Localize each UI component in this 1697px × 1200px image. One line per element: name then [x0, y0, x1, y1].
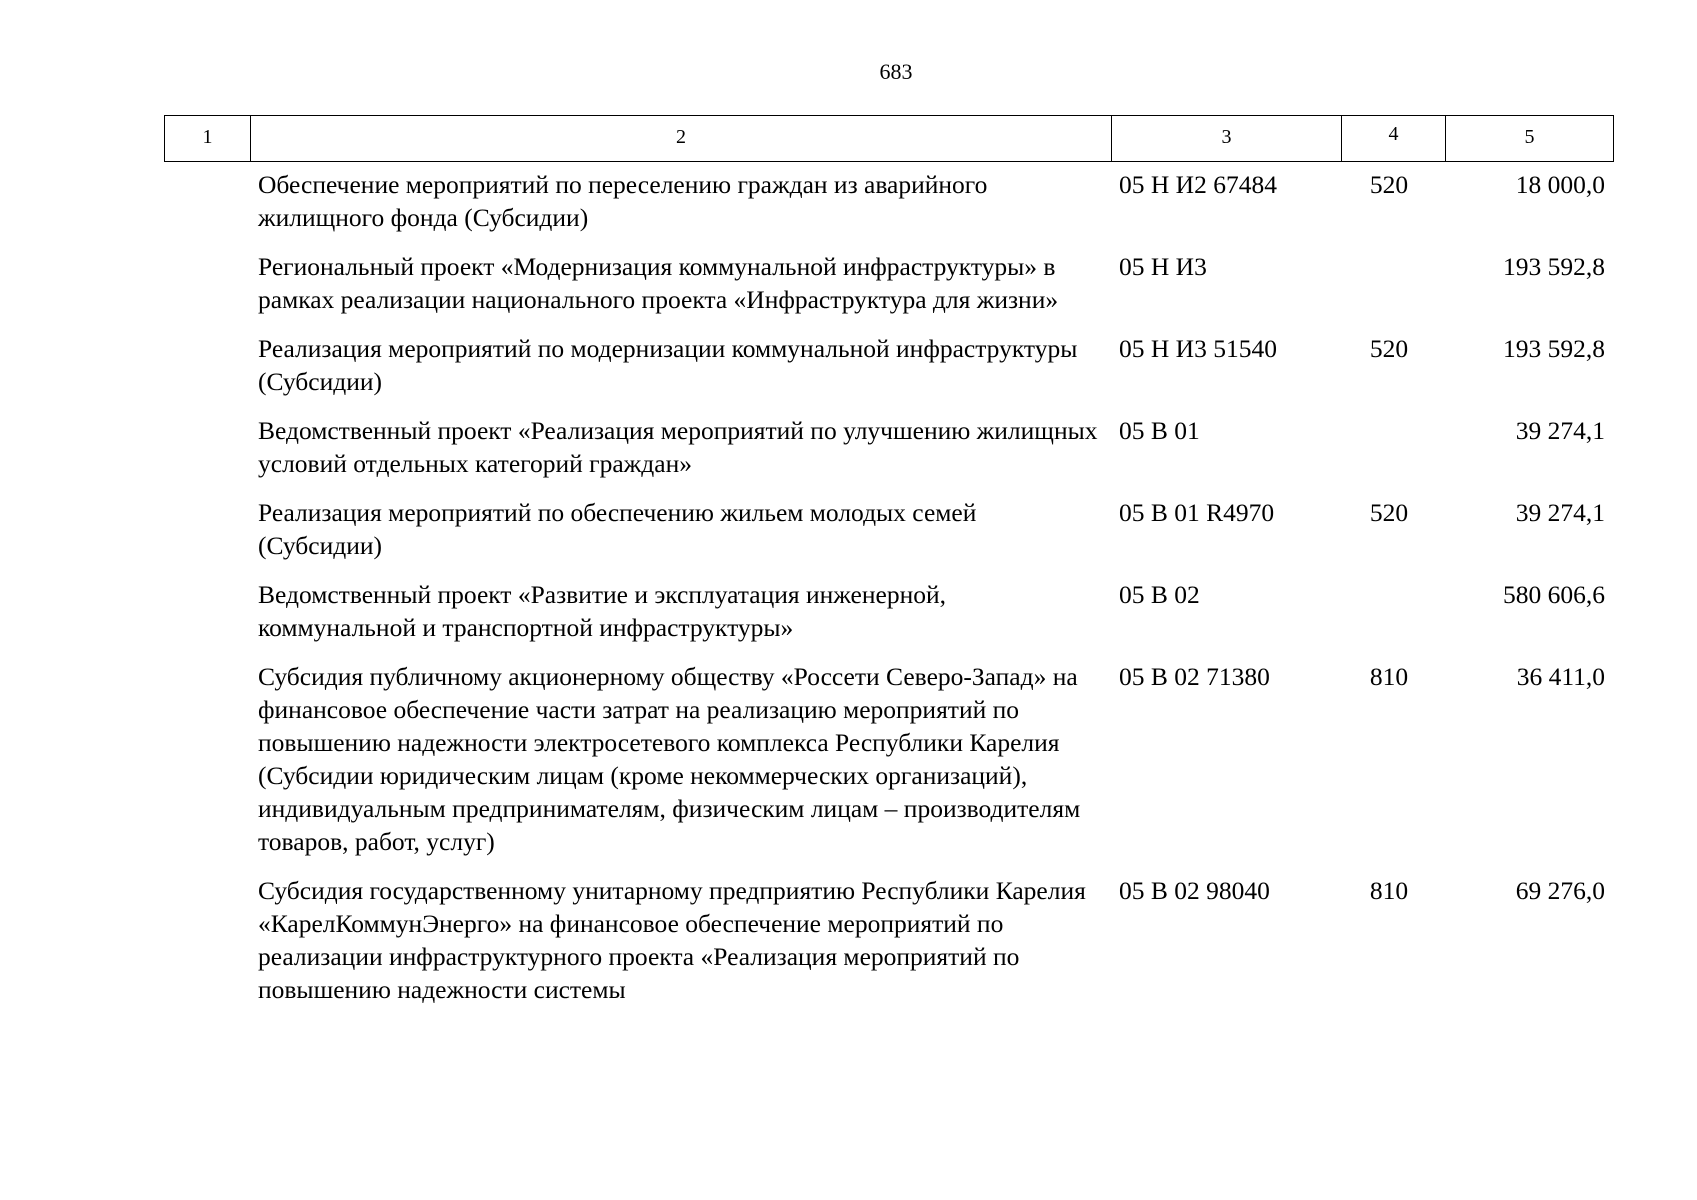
row-amount: 39 274,1 — [1515, 416, 1605, 445]
table-row — [164, 496, 1614, 562]
row-code: 05 В 02 — [1119, 580, 1200, 609]
row-name: Субсидия государственному унитарному предприятию Республики Карелия «КарелКоммунЭнерго» на финансовое обеспечение мероприятий по реализации инфраструктурного проекта «Реализация мероприятий по повышению надежности системы — [258, 876, 1086, 1004]
table-row — [164, 414, 1614, 480]
table-row — [164, 332, 1614, 398]
row-name: Обеспечение мероприятий по переселению граждан из аварийного жилищного фонда (Субсидии) — [258, 170, 988, 232]
row-type: 810 — [1369, 876, 1409, 905]
row-amount: 69 276,0 — [1515, 876, 1605, 905]
column-header-2: 2 — [251, 116, 1112, 161]
row-code: 05 В 02 98040 — [1119, 876, 1270, 905]
table-row — [164, 168, 1614, 234]
row-type — [1341, 250, 1445, 316]
row-code: 05 Н И2 67484 — [1119, 170, 1277, 199]
row-name: Субсидия публичному акционерному обществу «Россети Северо-Запад» на финансовое обеспечение части затрат на реализацию мероприятий по повышению надежности электросетевого комплекса Республики Карелия (Субсидии юридическим лицам (кроме некоммерческих организаций), индивидуальным предпринимателям, физическим лицам – производителям товаров, работ, услуг) — [258, 662, 1081, 856]
row-code: 05 В 01 — [1119, 416, 1200, 445]
row-name: Ведомственный проект «Развитие и эксплуатация инженерной, коммунальной и транспортной инфраструктуры» — [258, 580, 947, 642]
table-row — [164, 660, 1614, 858]
column-header-3: 3 — [1112, 116, 1342, 161]
row-type: 810 — [1369, 662, 1409, 691]
table-header — [164, 115, 1614, 162]
column-header-5: 5 — [1524, 126, 1535, 148]
row-type — [1341, 578, 1445, 644]
table-row — [164, 250, 1614, 316]
row-code: 05 Н И3 — [1119, 252, 1207, 281]
table-row — [164, 578, 1614, 644]
table-row — [164, 874, 1614, 1006]
row-type: 520 — [1369, 170, 1409, 199]
row-name: Реализация мероприятий по обеспечению жильем молодых семей (Субсидии) — [258, 498, 977, 560]
row-type: 520 — [1369, 498, 1409, 527]
row-name: Региональный проект «Модернизация коммунальной инфраструктуры» в рамках реализации национального проекта «Инфраструктура для жизни» — [258, 252, 1059, 314]
row-code: 05 В 02 71380 — [1119, 662, 1270, 691]
page-number: 683 — [879, 59, 913, 84]
row-amount: 39 274,1 — [1515, 498, 1605, 527]
row-amount: 193 592,8 — [1503, 252, 1605, 281]
table-body — [164, 168, 1614, 1022]
row-type: 520 — [1369, 334, 1409, 363]
column-header-4: 4 — [1342, 116, 1446, 161]
row-amount: 36 411,0 — [1516, 662, 1605, 691]
row-name: Реализация мероприятий по модернизации коммунальной инфраструктуры (Субсидии) — [258, 334, 1078, 396]
column-header-1: 1 — [165, 116, 251, 161]
row-amount: 580 606,6 — [1503, 580, 1605, 609]
row-type — [1341, 414, 1445, 480]
row-code: 05 В 01 R4970 — [1119, 498, 1275, 527]
row-name: Ведомственный проект «Реализация мероприятий по улучшению жилищных условий отдельных категорий граждан» — [258, 416, 1098, 478]
row-amount: 18 000,0 — [1515, 170, 1605, 199]
row-amount: 193 592,8 — [1503, 334, 1605, 363]
row-code: 05 Н И3 51540 — [1119, 334, 1277, 363]
